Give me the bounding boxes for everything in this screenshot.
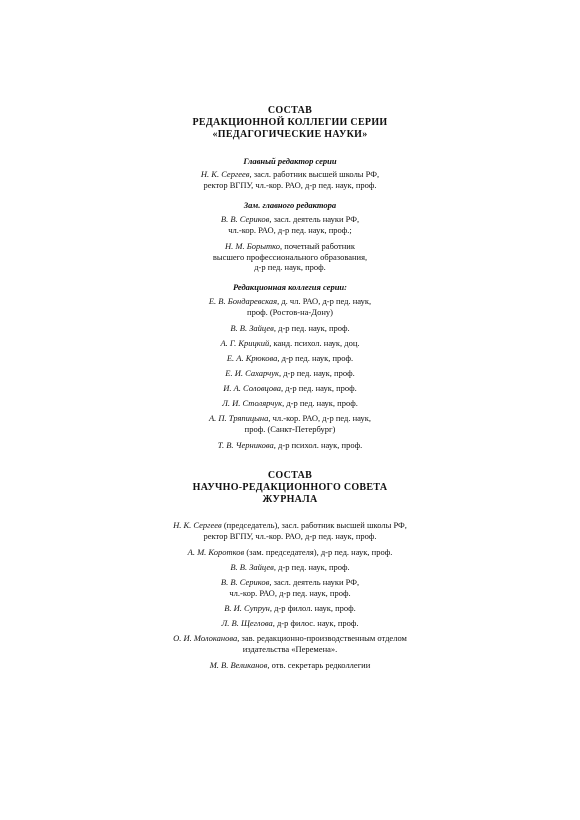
person-credentials: (зам. председателя), д-р пед. наук, проф. <box>244 547 393 557</box>
person-name: В. В. Зайцев <box>230 323 274 333</box>
person-name: В. В. Сериков <box>220 214 270 224</box>
person-credentials: , д-р пед. наук, проф. <box>282 398 358 408</box>
person-credentials-line2: проф. (Ростов-на-Дону) <box>247 306 333 317</box>
person-name: В. В. Сериков <box>220 577 270 587</box>
person-name: Н. К. Сергеев <box>200 169 250 179</box>
person-credentials: , д-р пед. наук, проф. <box>273 323 350 333</box>
person-credentials: , д. чл. РАО, д-р пед. наук, <box>277 296 372 306</box>
section2-title <box>130 470 450 506</box>
council-member <box>110 520 470 541</box>
person-name: А. Г. Крицкий <box>220 338 270 348</box>
deputy-entry <box>130 241 450 273</box>
person-credentials: , канд. психол. наук, доц. <box>269 338 360 348</box>
person-name: Л. И. Столярчук <box>222 398 283 408</box>
council-member <box>110 577 470 598</box>
person-credentials: , д-р филол. наук, проф. <box>269 603 356 613</box>
person-credentials-line2: ректор ВГПУ, чл.-кор. РАО, д-р пед. наук, проф. <box>203 530 377 541</box>
section2-title-line: СОСТАВ <box>267 470 313 481</box>
chief-heading: Главный редактор серии <box>243 156 337 166</box>
person-name: Е. И. Сахарчук <box>225 368 279 378</box>
person-credentials-line3: д-р пед. наук, проф. <box>254 262 326 272</box>
person-name: Н. М. Борытко <box>225 241 281 251</box>
person-credentials-line2: издательства «Перемена». <box>242 643 338 654</box>
person-name: И. А. Соловцова <box>223 383 282 393</box>
person-credentials: , отв. секретарь редколлегии <box>267 660 371 670</box>
person-name: М. В. Великанов <box>209 660 268 670</box>
section1-title-line: «ПЕДАГОГИЧЕСКИЕ НАУКИ» <box>212 129 368 140</box>
person-credentials-line2: проф. (Санкт-Петербург) <box>244 423 336 434</box>
chief-entry <box>130 169 450 190</box>
council-member <box>110 633 470 654</box>
person-name: Е. В. Бондаревская <box>208 296 278 306</box>
council-member <box>110 547 470 558</box>
section2-title-line: НАУЧНО-РЕДАКЦИОННОГО СОВЕТА <box>192 482 388 493</box>
person-credentials: , д-р психол. наук, проф. <box>273 440 363 450</box>
board-member <box>130 368 450 379</box>
board-member <box>130 323 450 334</box>
person-credentials: , зав. редакционно-производственным отделом <box>237 633 407 643</box>
person-credentials: (председатель), засл. работник высшей школы РФ, <box>221 520 407 530</box>
person-name: А. М. Коротков <box>187 547 245 557</box>
person-credentials-line2: чл.-кор. РАО, д-р пед. наук, проф. <box>229 587 351 598</box>
person-name: О. И. Молоканова <box>173 633 238 643</box>
board-heading: Редакционная коллегия серии: <box>233 282 347 292</box>
person-credentials: , д-р пед. наук, проф. <box>277 353 354 363</box>
board-member <box>130 353 450 364</box>
board-member <box>130 383 450 394</box>
section1-title-line: РЕДАКЦИОННОЙ КОЛЛЕГИИ СЕРИИ <box>192 117 388 128</box>
person-name: Е. А. Крюкова <box>226 353 278 363</box>
person-credentials-line2: высшего профессионального образования, <box>212 251 368 262</box>
person-name: Т. В. Черникова <box>217 440 274 450</box>
person-credentials-line2: ректор ВГПУ, чл.-кор. РАО, д-р пед. наук, проф. <box>203 179 377 190</box>
council-member <box>110 660 470 671</box>
person-credentials: , засл. деятель науки РФ, <box>269 577 360 587</box>
deputy-entry <box>130 214 450 235</box>
board-member <box>130 413 450 434</box>
person-name: А. П. Тряпицына <box>208 413 269 423</box>
person-name: Н. К. Сергеев <box>173 520 222 530</box>
person-credentials-line2: чл.-кор. РАО, д-р пед. наук, проф.; <box>228 224 352 235</box>
person-credentials: , д-р филос. наук, проф. <box>272 618 359 628</box>
section1-title <box>130 105 450 141</box>
council-member <box>110 618 470 629</box>
board-member <box>130 338 450 349</box>
person-name: Л. В. Щеглова <box>221 618 273 628</box>
board-member <box>130 296 450 317</box>
person-credentials: , д-р пед. наук, проф. <box>281 383 357 393</box>
section2-title-line: ЖУРНАЛА <box>262 494 318 505</box>
council-member <box>110 603 470 614</box>
person-credentials: , д-р пед. наук, проф. <box>278 368 355 378</box>
board-member <box>130 398 450 409</box>
deputy-heading: Зам. главного редактора <box>243 200 337 210</box>
section1-title-line: СОСТАВ <box>267 105 313 116</box>
council-member <box>110 562 470 573</box>
person-name: В. И. Супрун <box>224 603 270 613</box>
person-name: В. В. Зайцев <box>230 562 274 572</box>
person-credentials: , чл.-кор. РАО, д-р пед. наук, <box>268 413 372 423</box>
person-credentials: , засл. деятель науки РФ, <box>269 214 360 224</box>
person-credentials: , почетный работник <box>280 241 355 251</box>
person-credentials: , д-р пед. наук, проф. <box>273 562 350 572</box>
person-credentials: , засл. работник высшей школы РФ, <box>249 169 380 179</box>
board-member <box>130 440 450 451</box>
